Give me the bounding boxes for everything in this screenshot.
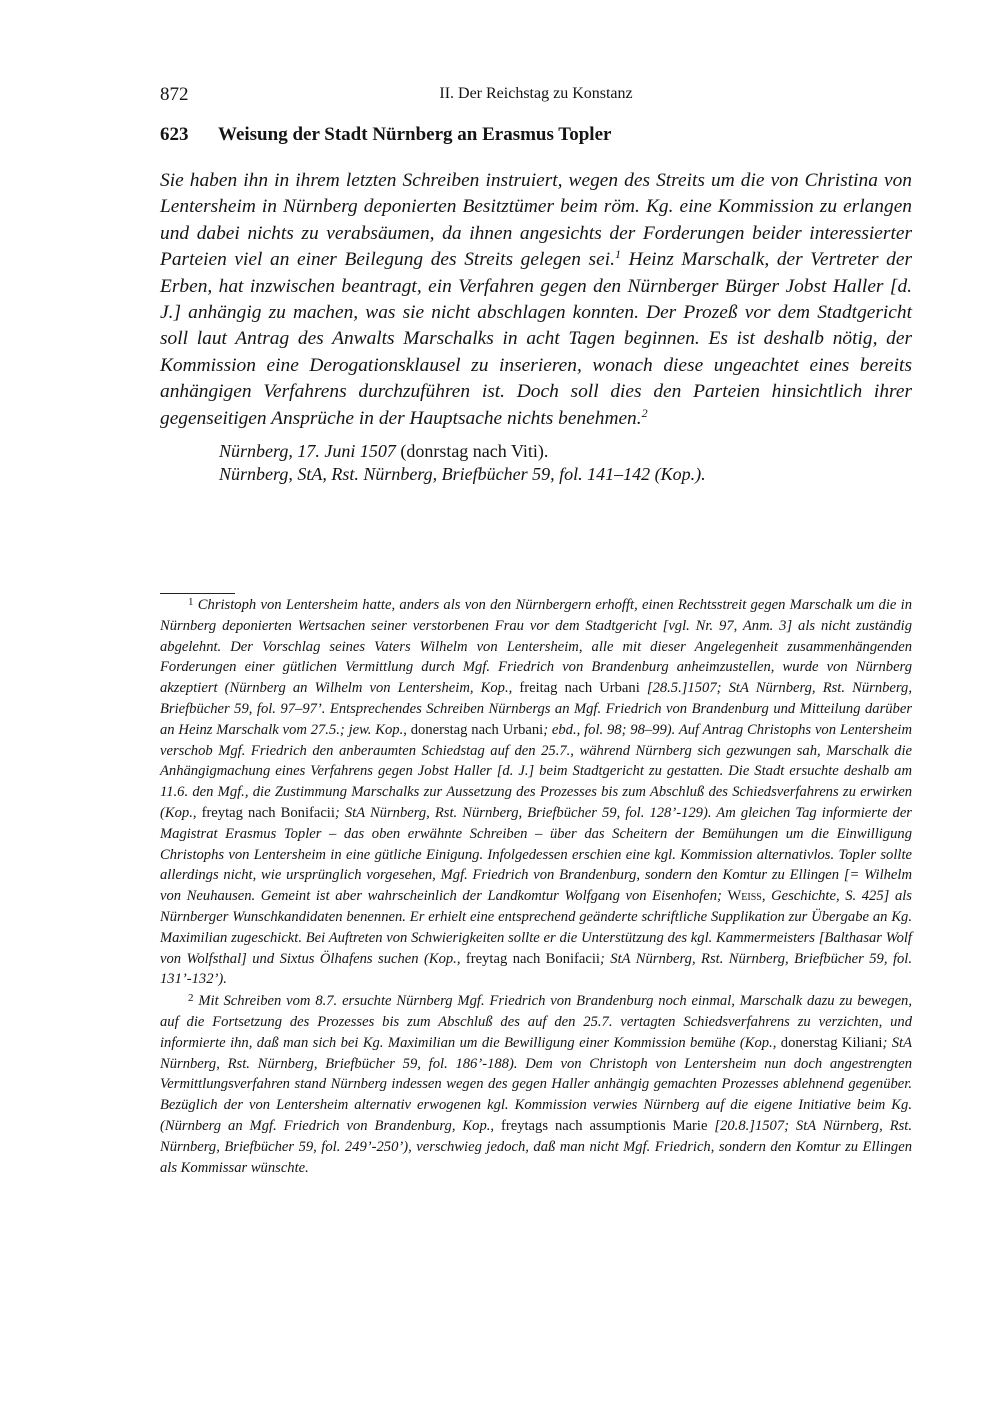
footnote-text: Christoph von Lentersheim hatte, anders als von den Nürnbergern erhofft, einen Rechtsstreit gegen Marschalk um die in Nürnberg deponierten Wertsachen seiner verstorbenen Frau vor dem Stadtgericht [vgl. Nr. 97, Anm. 3] als nicht zuständig abgelehnt. Der Vorschlag seines Vaters Wilhelm von Lentersheim, alle mit dieser Angelegenheit zusammenhängenden Forderungen einer gütlichen Vermittlung durch Mgf. Friedrich von Brandenburg anheimzustellen, wurde von Nürnberg akzeptiert (Nürnberg an Wilhelm von Lentersheim, Kop.,	[160, 597, 912, 697]
footnote-text: , Geschichte, S. 425] als Nürnberger Wunschkandidaten benennen. Er erhielt eine entsprechend geänderte schriftliche Supplikation zur Übergabe an Kg. Maximilian zugeschickt. Bei Auftreten von Schwierigkeiten sollte er die Unterstützung des kgl. Kammermeisters [Balthasar Wolf von Wolfsthal] und Sixtus Ölhafens suchen (Kop.,	[160, 888, 912, 967]
footnote-text: [20.8.]1507; StA Nürnberg, Rst. Nürnberg, Briefbücher 59, fol. 249’-250’), verschwieg jedoch, daß man nicht Mgf. Friedrich, sondern den Komtur zu Ellingen als Kommissar wünschte.	[160, 1117, 912, 1176]
footnote-number: 1	[188, 596, 194, 608]
abstract-text-continued: Heinz Marschalk, der Vertreter der Erben, hat inzwischen beantragt, ein Verfahren gegen den Nürnberger Bürger Jobst Haller [d. J.] anhängig zu machen, was sie nicht abschlagen konnten. Der Prozeß vor dem Stadtgericht soll laut Antrag des Anwalts Marschalks in acht Tagen beginnen. Es ist deshalb nötig, der Kommission eine Derogationsklausel zu inserieren, wonach diese ungeachtet eines bereits anhängigen Verfahrens durchzuführen ist. Doch soll dies den Parteien hinsichtlich ihrer gegenseitigen Ansprüche in der Hauptsache nichts benehmen.	[160, 249, 912, 429]
date-original: (donrstag nach Viti).	[395, 441, 549, 461]
page-number: 872	[160, 84, 189, 105]
footnote-reference-2[interactable]: 2	[641, 405, 648, 420]
source-date-original: freytag nach Bonifacii	[465, 950, 600, 967]
source-date-original: freitag nach Urbani	[519, 680, 640, 697]
footnote-text: ; StA Nürnberg, Rst. Nürnberg, Briefbücher 59, fol. 131’-132’).	[160, 950, 912, 988]
dateline	[219, 440, 919, 486]
footnote-text: ; ebd., fol. 98; 98–99). Auf Antrag Christophs von Lentersheim verschob Mgf. Friedrich den anberaumten Schiedstag auf den 25.7., während Nürnberg sich gezwungen sah, Marschalk die Anhängigmachung eines Verfahrens gegen Jobst Haller [d. J.] beim Stadtgericht zu gestatten. Die Stadt ersuchte deshalb am 11.6. den Mgf., die Zustimmung Marschalks zur Aussetzung des Prozesses bis zum Abschluß des Schiedsverfahrens zu erwirken (Kop.,	[160, 721, 912, 821]
footnote-1	[160, 595, 912, 990]
footnote-text: ; StA Nürnberg, Rst. Nürnberg, Briefbücher 59, fol. 128’-129). Am gleichen Tag informierte der Magistrat Erasmus Topler – das oben erwähnte Schreiben – über das Scheitern der Bemühungen um die Einwilligung Christophs von Lentersheim in eine gütliche Einigung. Infolgedessen erschien eine kgl. Kommission alternativlos. Topler sollte allerdings nicht, wie ursprünglich vorgesehen, Mgf. Friedrich von Brandenburg, sondern den Komtur zu Ellingen [= Wilhelm von Neuhausen. Gemeint ist aber wahrscheinlich der Landkomtur Wolfgang von Eisenhofen;	[160, 804, 912, 905]
footnote-number: 2	[188, 992, 194, 1005]
page-header	[160, 84, 912, 108]
footnote-text: [28.5.]1507; StA Nürnberg, Rst. Nürnberg, Briefbücher 59, fol. 97–97’. Entsprechendes Schreiben Nürnbergs an Mgf. Friedrich von Brandenburg und Mitteilung darüber an Heinz Marschalk vom 27.5.; jew. Kop.,	[160, 680, 912, 738]
running-head: II. Der Reichstag zu Konstanz	[439, 85, 633, 102]
source-date-original: donerstag nach Urbani	[410, 721, 544, 738]
source-date-original: freytags nach assumptionis Marie	[501, 1117, 708, 1134]
source-date-original: donerstag Kiliani	[780, 1034, 883, 1051]
document-title: Weisung der Stadt Nürnberg an Erasmus Topler	[218, 124, 612, 145]
date: Nürnberg, 17. Juni 1507	[219, 441, 396, 461]
footnote-text: ; StA Nürnberg, Rst. Nürnberg, Briefbücher 59, fol. 186’-188). Dem von Christoph von Lentersheim nun doch angestrengten Vermittlungsverfahren stand Nürnberg indessen wegen des gegen Haller anhängig gemachten Prozesses ablehnend gegenüber. Bezüglich der von Lentersheim alternativ erwogenen kgl. Kommission verwies Nürnberg auf die eigene Initiative beim Kg. (Nürnberg an Mgf. Friedrich von Brandenburg, Kop.,	[160, 1034, 912, 1134]
footnote-reference-1[interactable]: 1	[614, 247, 621, 262]
document-heading	[160, 124, 912, 146]
footnote-2	[160, 991, 912, 1178]
date-line	[219, 440, 919, 463]
document-number: 623	[160, 124, 189, 145]
footnotes	[160, 595, 912, 1178]
source-line: Nürnberg, StA, Rst. Nürnberg, Briefbücher 59, fol. 141–142 (Kop.).	[219, 464, 706, 484]
document-abstract	[160, 168, 912, 432]
footnote-rule	[160, 593, 235, 594]
source-date-original: freytag nach Bonifacii	[201, 804, 335, 821]
abstract-text: Sie haben ihn in ihrem letzten Schreiben instruiert, wegen des Streits um die von Christina von Lentersheim in Nürnberg deponierten Besitztümer beim röm. Kg. eine Kommission zu erlangen und dabei nichts zu verabsäumen, da ihnen angesichts der Forderungen beider interessierter Parteien viel an einer Beilegung des Streits gelegen sei.	[160, 170, 912, 271]
footnote-text: Mit Schreiben vom 8.7. ersuchte Nürnberg Mgf. Friedrich von Brandenburg noch einmal, Marschalk dazu zu bewegen, auf die Fortsetzung des Prozesses bis zum Abschluß des auf den 25.7. vertagten Schiedsverfahrens zu verzichten, und informierte ihn, daß man sich bei Kg. Maximilian um die Bewilligung einer Kommission bemühe (Kop.,	[160, 993, 912, 1051]
author-name: Weiss	[727, 888, 762, 905]
